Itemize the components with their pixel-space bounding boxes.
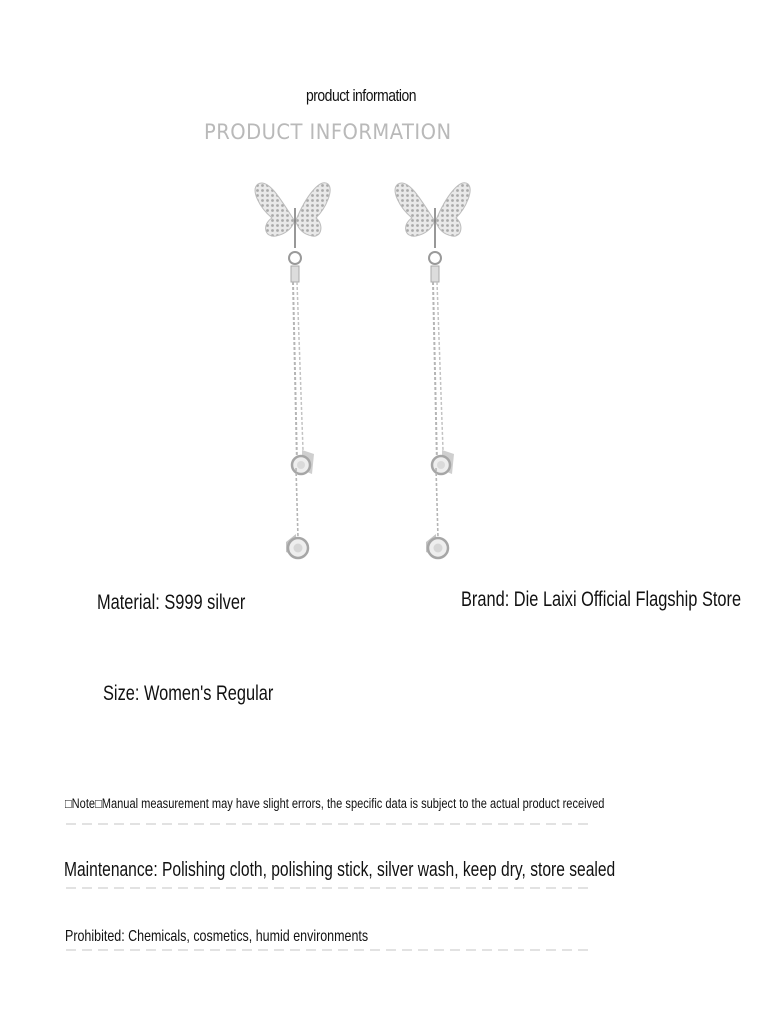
maintenance-text: Maintenance: Polishing cloth, polishing stick, silver wash, keep dry, store sealed [64,859,616,881]
page-subtitle: PRODUCT INFORMATION [204,120,452,144]
divider [66,823,590,825]
page-title: product information [306,86,416,105]
earring-right-image [390,178,480,578]
spec-material: Material: S999 silver [97,591,246,614]
spec-brand: Brand: Die Laixi Official Flagship Store [461,588,742,611]
earring-left-image [250,178,340,578]
butterfly-earring-icon [250,178,340,578]
note-text: □Note□Manual measurement may have slight errors, the specific data is subject to the actual product received [65,796,605,811]
divider [66,887,590,889]
spec-size: Size: Women's Regular [103,682,274,705]
divider [66,949,590,951]
butterfly-earring-icon [390,178,480,578]
prohibited-text: Prohibited: Chemicals, cosmetics, humid environments [65,928,369,945]
